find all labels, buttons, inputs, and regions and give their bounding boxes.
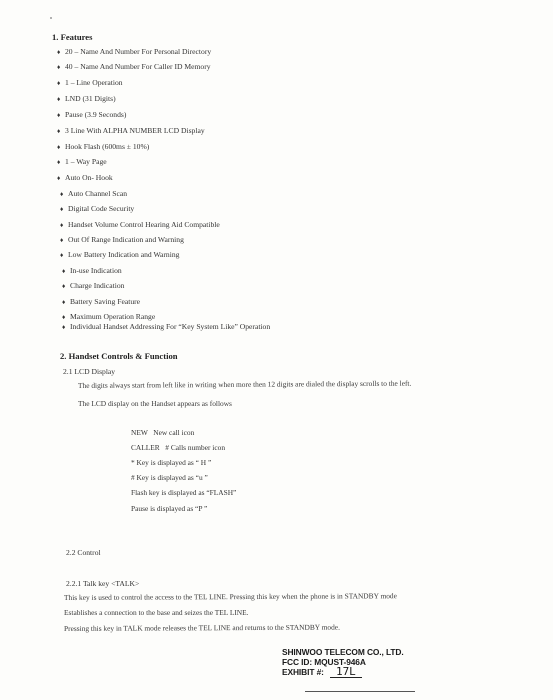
bullet-icon: ♦ — [57, 96, 61, 103]
feature-item — [62, 297, 140, 306]
feature-item — [57, 173, 113, 182]
lcd-paragraph-2: The LCD display on the Handset appears as follows — [78, 399, 232, 408]
scan-speck — [50, 17, 52, 19]
feature-item — [62, 281, 124, 290]
footer-exhibit-value: 17L — [330, 667, 362, 678]
lcd-line: * Key is displayed as “ H ” — [131, 458, 212, 467]
feature-item-text: Auto On- Hook — [65, 173, 113, 182]
control-subheading: 2.2 Control — [66, 548, 101, 557]
feature-item-text: In-use Indication — [70, 266, 122, 275]
feature-item-text: Handset Volume Control Hearing Aid Compatible — [68, 220, 220, 229]
feature-item — [57, 94, 116, 103]
feature-item-text: Out Of Range Indication and Warning — [68, 235, 184, 244]
feature-item-text: 20 – Name And Number For Personal Directory — [65, 47, 212, 56]
bullet-icon: ♦ — [60, 191, 64, 198]
feature-item-text: Auto Channel Scan — [68, 189, 128, 198]
bullet-icon: ♦ — [57, 159, 61, 166]
talk-key-subheading: 2.2.1 Talk key <TALK> — [66, 579, 140, 588]
bullet-icon: ♦ — [60, 206, 64, 213]
feature-item-text: LND (31 Digits) — [65, 94, 116, 103]
bullet-icon: ♦ — [57, 144, 61, 151]
talk-paragraph-1: This key is used to control the access to the TEL LINE. Pressing this key when the phone is in STANDBY mode — [63, 591, 397, 602]
feature-item-text: Pause (3.9 Seconds) — [65, 110, 127, 119]
feature-item — [57, 126, 205, 135]
feature-item — [62, 266, 122, 275]
talk-paragraph-3: Pressing this key in TALK mode releases the TEL LINE and returns to the STANDBY mode. — [63, 622, 340, 633]
feature-item-text: Battery Saving Feature — [70, 297, 141, 306]
bullet-icon: ♦ — [62, 283, 66, 290]
footer-exhibit-label: EXHIBIT #: — [282, 667, 324, 677]
footer-fcc-id: FCC ID: MQUST-946A — [282, 657, 366, 667]
bullet-icon: ♦ — [57, 175, 61, 182]
feature-item-text: Hook Flash (600ms ± 10%) — [65, 142, 150, 151]
feature-item-text: Maximum Operation Range — [70, 312, 156, 321]
bullet-icon: ♦ — [62, 324, 66, 331]
feature-item-text: 3 Line With ALPHA NUMBER LCD Display — [65, 126, 205, 135]
feature-item — [57, 47, 211, 56]
bullet-icon: ♦ — [62, 314, 66, 321]
footer-company: SHINWOO TELECOM CO., LTD. — [282, 647, 404, 657]
bottom-rule — [305, 691, 415, 692]
feature-item — [57, 142, 149, 151]
feature-item — [62, 312, 155, 321]
bullet-icon: ♦ — [60, 237, 64, 244]
bullet-icon: ♦ — [57, 128, 61, 135]
lcd-line: Flash key is displayed as “FLASH” — [131, 488, 237, 497]
lcd-line: NEW New call icon — [131, 428, 195, 437]
bullet-icon: ♦ — [57, 49, 61, 56]
lcd-line: Pause is displayed as “P ” — [131, 504, 208, 513]
bullet-icon: ♦ — [60, 222, 64, 229]
feature-item — [60, 220, 220, 229]
talk-paragraph-2: Establishes a connection to the base and seizes the TEL LINE. — [64, 608, 249, 617]
feature-item — [57, 78, 123, 87]
lcd-line: # Key is displayed as “u ” — [131, 473, 208, 482]
bullet-icon: ♦ — [57, 64, 61, 71]
feature-item — [62, 322, 270, 331]
bullet-icon: ♦ — [57, 80, 61, 87]
section-2-heading: 2. Handset Controls & Function — [60, 351, 178, 361]
feature-item-text: Digital Code Security — [68, 204, 135, 213]
feature-item — [60, 235, 184, 244]
feature-item-text: 1 – Way Page — [65, 157, 107, 166]
bullet-icon: ♦ — [60, 252, 64, 259]
feature-item-text: 1 – Line Operation — [65, 78, 123, 87]
feature-item-text: 40 – Name And Number For Caller ID Memory — [65, 62, 211, 71]
feature-item — [57, 62, 211, 71]
section-1-heading: 1. Features — [52, 32, 93, 42]
bullet-icon: ♦ — [62, 268, 66, 275]
feature-item-text: Individual Handset Addressing For “Key System Like” Operation — [70, 322, 271, 331]
feature-item-text: Charge Indication — [70, 281, 125, 290]
lcd-display-subheading: 2.1 LCD Display — [63, 367, 116, 376]
feature-item — [57, 110, 126, 119]
bullet-icon: ♦ — [62, 299, 66, 306]
lcd-paragraph-1: The digits always start from left like in writing when more then 12 digits are dialed the display scrolls to the left. — [77, 378, 412, 390]
feature-item — [60, 204, 134, 213]
feature-item — [60, 250, 179, 259]
feature-item-text: Low Battery Indication and Warning — [68, 250, 180, 259]
lcd-line: CALLER # Calls number icon — [131, 443, 226, 452]
feature-item — [57, 157, 107, 166]
footer-exhibit — [282, 667, 362, 678]
bullet-icon: ♦ — [57, 112, 61, 119]
feature-item — [60, 189, 127, 198]
